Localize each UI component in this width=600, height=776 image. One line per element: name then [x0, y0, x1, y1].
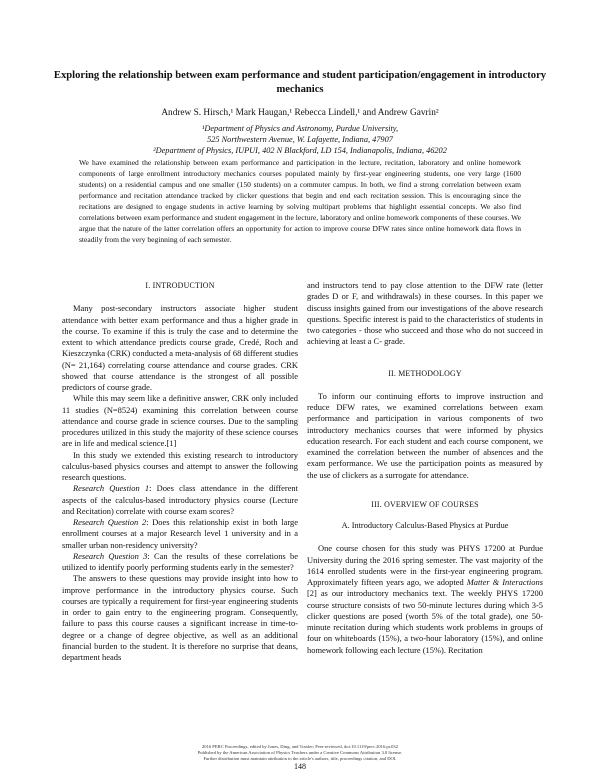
- paragraph: Many post-secondary instructors associate higher student attendance with better exam performance and thus a higher grade in the course. To examine if this is truly the case and to determine the extent to which attendance predicts course grade, Credé, Roch and Kieszczynka (CRK) conducted a meta-analysis of 68 different studies (N= 21,164) correlating course attendance and course grades. CRK showed that course attendance is the strongest of all possible predictors of course grade.: [62, 303, 298, 392]
- rq-label: Research Question 3: [73, 550, 148, 561]
- abstract: We have examined the relationship between exam performance and participation in the lecture, recitation, laboratory and online homework components of large enrollment introductory mechanics courses populated mainly by first-year engineering students, one very large (1600 students) on a residential campus and one smaller (150 students) on a commuter campus. In both, we find a strong correlation between exam performance and recitation attendance tracked by clicker questions that begin and end each recitation session. This is encouraging since the recitations are designed to engage students in active learning by solving multipart problems that highlight essential concepts. We also find correlations between exam performance and student engagement in the lecture, laboratory and online homework components of these courses. We argue that the nature of the latter correlation offers an opportunity for action to improve course DFW rates since online homework data flows in steadily from the very beginning of each semester.: [79, 158, 521, 244]
- left-column: [62, 280, 298, 663]
- paragraph: While this may seem like a definitive answer, CRK only included 11 studies (N=8524) examining this correlation between course attendance and course grade in science courses. Due to the sampling procedures utilized in this study the majority of these science courses are in life and medical science.[1]: [62, 393, 298, 449]
- footer-line: Published by the American Association of Physics Teachers under a Creative Commons Attribution 3.0 license.: [197, 750, 403, 756]
- rq-label: Research Question 2: [73, 517, 147, 527]
- affiliation-line-2: 525 Northwestern Avenue, W. Lafayette, Indiana, 47907: [207, 135, 393, 144]
- paragraph: In this study we extended this existing research to introductory calculus-based physics courses and attempt to answer the following research questions.: [62, 449, 298, 482]
- rq-text: : Can the results of these correlations be utilized to identify poorly performing students early in the semester?: [62, 550, 298, 572]
- text-run: [2] as our introductory mechanics text. The weekly PHYS 17200 course structure consists of two 50-minute lectures during which 3-5 clicker questions are posed (worth 5% of the total grade), one 50-minute recitation during which students work problems in groups of four on whiteboards (15%), a two-hour laboratory (15%), and online homework following each lecture (15%). Recitation: [307, 588, 543, 655]
- footer-notice: [100, 744, 500, 763]
- affiliation-line-3: ²Department of Physics, IUPUI, 402 N Blackford, LD 154, Indianapolis, Indiana, 46202: [153, 146, 447, 155]
- rq-text: : Does this relationship exist in both large enrollment courses at a major Research level 1 university and in a smaller urban non-residency university?: [62, 517, 299, 550]
- paragraph: [307, 543, 543, 656]
- page-number: 148: [294, 762, 306, 771]
- footer-line: 2016 PERC Proceedings, edited by Jones, Ding, and Traxler; Peer-reviewed, doi:10.1119/perc.2016.pr.032: [201, 744, 399, 749]
- paragraph: and instructors tend to pay close attention to the DFW rate (letter grades D or F, and withdrawals) in these courses. In this paper we discuss insights gained from our investigations of the above research questions. Specific interest is paid to the characteristics of students in two categories - those who succeed and those who do not succeed in achieving at least a C- grade.: [307, 280, 543, 347]
- footer-line: Further distribution must maintain attribution to the article's authors, title, proceedings citation, and DOI.: [203, 756, 397, 762]
- research-question-3: [62, 551, 298, 574]
- research-question-2: [62, 517, 298, 551]
- paragraph: The answers to these questions may provide insight into how to improve performance in the introductory physics course. Such courses are typically a requirement for first-year engineering students in order to gain entry to the engineering program. Consequently, failure to pass this course causes a significant increase in time-to-degree or a change of degree objective, as well as an additional financial burden to the student. It is therefore no surprise that deans, department heads: [62, 573, 298, 662]
- section-heading-overview: III. OVERVIEW OF COURSES: [371, 499, 479, 509]
- right-column: [307, 280, 543, 656]
- book-title: Matter & Interactions: [466, 577, 543, 587]
- research-question-1: [62, 483, 298, 517]
- subsection-heading: A. Introductory Calculus-Based Physics at Purdue: [341, 521, 509, 530]
- paragraph: To inform our continuing efforts to improve instruction and reduce DFW rates, we examined correlations between exam performance and participation in various components of two introductory mechanics courses that were informed by physics education research. For each student and each course component, we examined the correlation between the number of absences and the exam performance. We use the participation points as measured by the use of clickers as a surrogate for attendance.: [307, 390, 543, 480]
- rq-text: : Does class attendance in the different aspects of the calculus-based introductory physics course (Lecture and Recitation) correlate with course exam scores?: [62, 483, 298, 516]
- paper-title: Exploring the relationship between exam performance and student participation/engagement in introductory mechanics: [53, 70, 547, 95]
- text-run: One course chosen for this study was PHYS 17200 at Purdue University during the 2016 spring semester. The vast majority of the 1614 enrolled students were in the first-year engineering program. Approximately fifteen years ago, we adopted: [307, 543, 543, 587]
- section-heading-methodology: II. METHODOLOGY: [388, 368, 462, 378]
- author-list: Andrew S. Hirsch,¹ Mark Haugan,¹ Rebecca Lindell,¹ and Andrew Gavrin²: [161, 108, 439, 118]
- section-heading-introduction: I. INTRODUCTION: [145, 281, 215, 290]
- rq-label: Research Question 1: [73, 483, 150, 494]
- affiliation-line-1: ¹Department of Physics and Astronomy, Purdue University,: [201, 124, 399, 133]
